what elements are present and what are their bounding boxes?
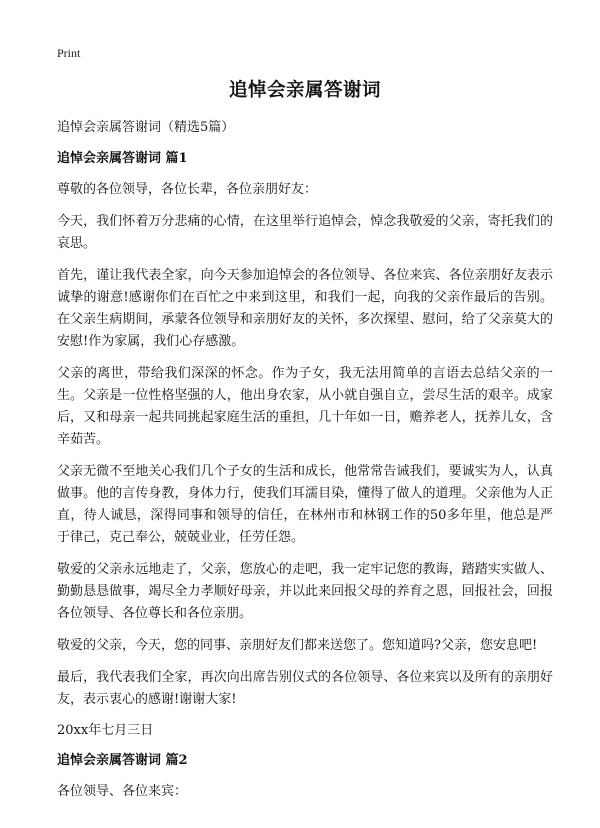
document-body — [57, 78, 553, 813]
section-heading-2: 追悼会亲属答谢词 篇2 — [57, 753, 188, 768]
paragraph: 敬爱的父亲永远地走了，父亲，您放心的走吧，我一定牢记您的教诲，踏踏实实做人、勤勤恳恳做事，竭尽全力孝顺好母亲，并以此来回报父母的养育之恩，回报社会，回报各位领导、各位尊长和各位亲朋。 — [57, 562, 553, 621]
page-title: 追悼会亲属答谢词 — [228, 80, 381, 101]
paragraph: 各位领导、各位来宾： — [57, 784, 188, 799]
paragraph: 尊敬的各位领导，各位长辈，各位亲朋好友： — [57, 182, 318, 197]
paragraph: 首先，谨让我代表全家，向今天参加追悼会的各位领导、各位来宾、各位亲朋好友表示诚挚的谢意!感谢你们在百忙之中来到这里，和我们一起，向我的父亲作最后的告别。在父亲生病期间，承蒙各位领导和亲朋好友的关怀，多次探望、慰问，给了父亲莫大的安慰!作为家属，我们心存感激。 — [57, 268, 553, 349]
paragraph: 父亲的离世，带给我们深深的怀念。作为子女，我无法用简单的言语去总结父亲的一生。父亲是一位性格坚强的人，他出身农家，从小就自强自立，尝尽生活的艰辛。成家后，又和母亲一起共同挑起家庭生活的重担，几十年如一日，赡养老人，抚养儿女，含辛茹苦。 — [57, 366, 553, 447]
print-link[interactable]: Print — [57, 46, 81, 60]
paragraph: 最后，我代表我们全家，再次向出席告别仪式的各位领导、各位来宾以及所有的亲朋好友，表示衷心的感谢!谢谢大家! — [57, 670, 553, 707]
date-line: 20xx年七月三日 — [57, 723, 154, 738]
document-subtitle: 追悼会亲属答谢词（精选5篇） — [57, 120, 235, 135]
paragraph: 敬爱的父亲，今天，您的同事、亲朋好友们都来送您了。您知道吗?父亲，您安息吧! — [57, 638, 538, 653]
paragraph: 今天，我们怀着万分悲痛的心情，在这里举行追悼会，悼念我敬爱的父亲，寄托我们的哀思。 — [57, 214, 553, 251]
section-heading-1: 追悼会亲属答谢词 篇1 — [57, 151, 188, 166]
paragraph: 父亲无微不至地关心我们几个子女的生活和成长，他常常告诫我们，要诚实为人，认真做事。他的言传身教，身体力行，使我们耳濡目染，懂得了做人的道理。父亲他为人正直，待人诚恳，深得同事和领导的信任，在林州市和林钢工作的50多年里，他总是严于律己，克己奉公，兢兢业业，任劳任怨。 — [57, 464, 553, 545]
